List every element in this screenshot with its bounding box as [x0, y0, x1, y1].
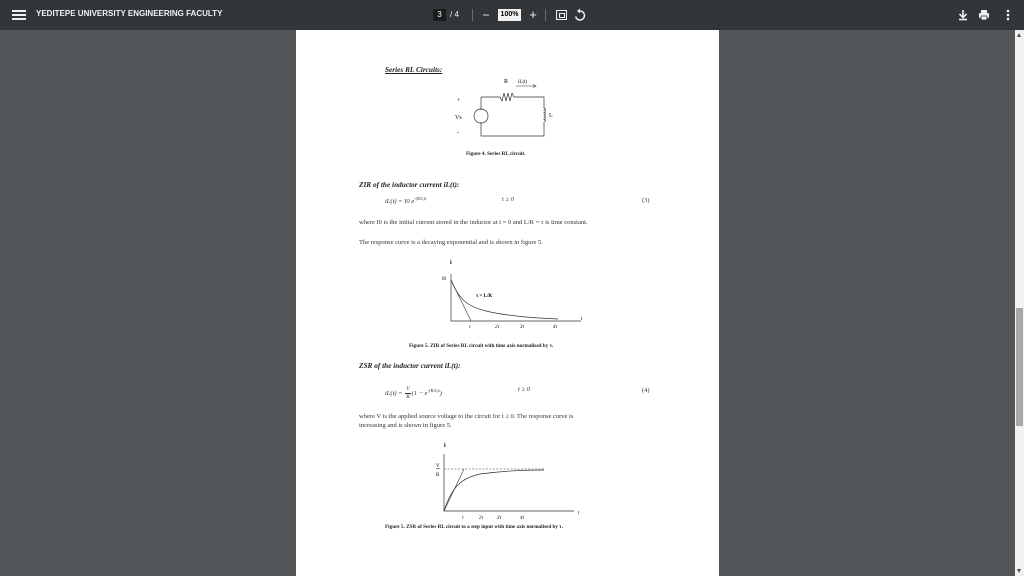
tick-3tau: 3τ	[497, 516, 502, 521]
tau-label: τ = L/R	[476, 294, 492, 299]
tick-tau: τ	[462, 516, 464, 521]
zir-text-line-2: The response curve is a decaying exponential and is shown in figure 5.	[359, 239, 543, 246]
graph-axes	[451, 274, 581, 321]
zoom-out-button[interactable]: −	[482, 8, 490, 22]
circuit-wires	[481, 93, 544, 136]
zir-text-line-1: where I0 is the initial current stored in the inductor at t = 0 and L/R = τ is time constant.	[359, 219, 588, 226]
figure-5b-caption: Figure 5. ZSR of Series RL circuit to a step input with time axis normalised by τ.	[385, 524, 563, 530]
x-axis-label: t	[581, 317, 583, 322]
scroll-up-arrow-icon[interactable]	[1017, 33, 1021, 37]
more-options-icon[interactable]	[1002, 8, 1014, 22]
zsr-heading: ZSR of the inductor current iL(t):	[359, 361, 461, 370]
tick-3tau: 3τ	[520, 325, 525, 330]
zir-heading: ZIR of the inductor current iL(t):	[359, 180, 460, 189]
rotate-icon[interactable]	[574, 8, 586, 22]
zsr-equation	[385, 386, 442, 401]
pdf-toolbar	[0, 0, 1024, 30]
zsr-fraction-denominator: R	[406, 394, 410, 400]
zoom-in-button[interactable]: +	[529, 7, 537, 22]
figure-5a-caption: Figure 5. ZIR of Series RL circuit with time axis normalised by τ.	[409, 343, 554, 349]
zsr-condition: t ≥ 0	[518, 386, 530, 393]
section-title: Series RL Circuits:	[385, 65, 443, 74]
r-label: R	[436, 473, 440, 478]
tick-4tau: 4τ	[553, 325, 558, 330]
menu-icon[interactable]	[12, 8, 26, 22]
inductor-coil-icon	[544, 108, 546, 122]
minus-sign: -	[457, 130, 459, 136]
page-total: / 4	[450, 10, 459, 19]
v-label: V	[436, 464, 440, 469]
toolbar-divider	[472, 9, 473, 21]
rise-curve	[444, 470, 544, 511]
zir-condition: t ≥ 0	[502, 196, 514, 203]
i0-label: I0	[442, 277, 447, 282]
zsr-fraction-numerator: V	[406, 386, 410, 392]
y-axis-label: i	[450, 260, 452, 266]
zsr-equation-lhs: iL(t) =	[385, 389, 403, 397]
zsr-equation-close: )	[439, 389, 442, 397]
series-rl-circuit-diagram	[446, 74, 561, 154]
scrollbar-thumb[interactable]	[1016, 308, 1023, 426]
page-number-input[interactable]: 3	[433, 9, 446, 21]
zsr-rise-graph	[432, 440, 592, 522]
vertical-scrollbar[interactable]	[1015, 30, 1024, 576]
y-axis-label: i	[444, 443, 446, 449]
x-axis-label: t	[578, 511, 580, 516]
download-icon[interactable]	[957, 8, 969, 22]
print-icon[interactable]	[978, 8, 990, 22]
inductor-label: L	[549, 113, 553, 119]
equation-number-4: (4)	[642, 387, 650, 394]
voltage-source-icon	[474, 109, 488, 123]
zir-equation-exponent: -(R/L)t	[414, 196, 427, 201]
figure-4-caption: Figure 4. Series RL circuit.	[466, 151, 526, 157]
zsr-equation-rest: (1 − e	[411, 389, 428, 397]
tick-2tau: 2τ	[479, 516, 484, 521]
zsr-equation-exponent: -(R/L)t	[427, 387, 440, 393]
zir-decay-graph	[436, 256, 596, 338]
tick-2tau: 2τ	[495, 325, 500, 330]
document-title: YEDITEPE UNIVERSITY ENGINEERING FACULTY	[36, 9, 223, 18]
fit-to-page-icon[interactable]	[556, 10, 567, 20]
tick-4tau: 4τ	[520, 516, 525, 521]
zir-equation	[385, 196, 426, 205]
zoom-level-input[interactable]: 100%	[498, 9, 521, 21]
zsr-text-line-2: increasing and is shown in figure 5.	[359, 422, 452, 429]
toolbar-divider	[545, 9, 546, 21]
graph-axes	[444, 454, 574, 511]
scroll-down-arrow-icon[interactable]	[1017, 569, 1021, 573]
zir-equation-lhs: iL(t) = I0 e	[385, 198, 415, 206]
zsr-fraction	[405, 386, 410, 401]
pdf-page	[296, 30, 719, 576]
tick-tau: τ	[469, 325, 471, 330]
resistor-label: R	[504, 79, 509, 85]
equation-number-3: (3)	[642, 197, 650, 204]
zsr-text-line-1: where V is the applied source voltage to the circuit for t ≥ 0. The response curve is	[359, 413, 574, 420]
current-label: iL(t)	[518, 80, 528, 85]
plus-sign: +	[457, 98, 461, 104]
source-label: Vs	[455, 115, 462, 121]
